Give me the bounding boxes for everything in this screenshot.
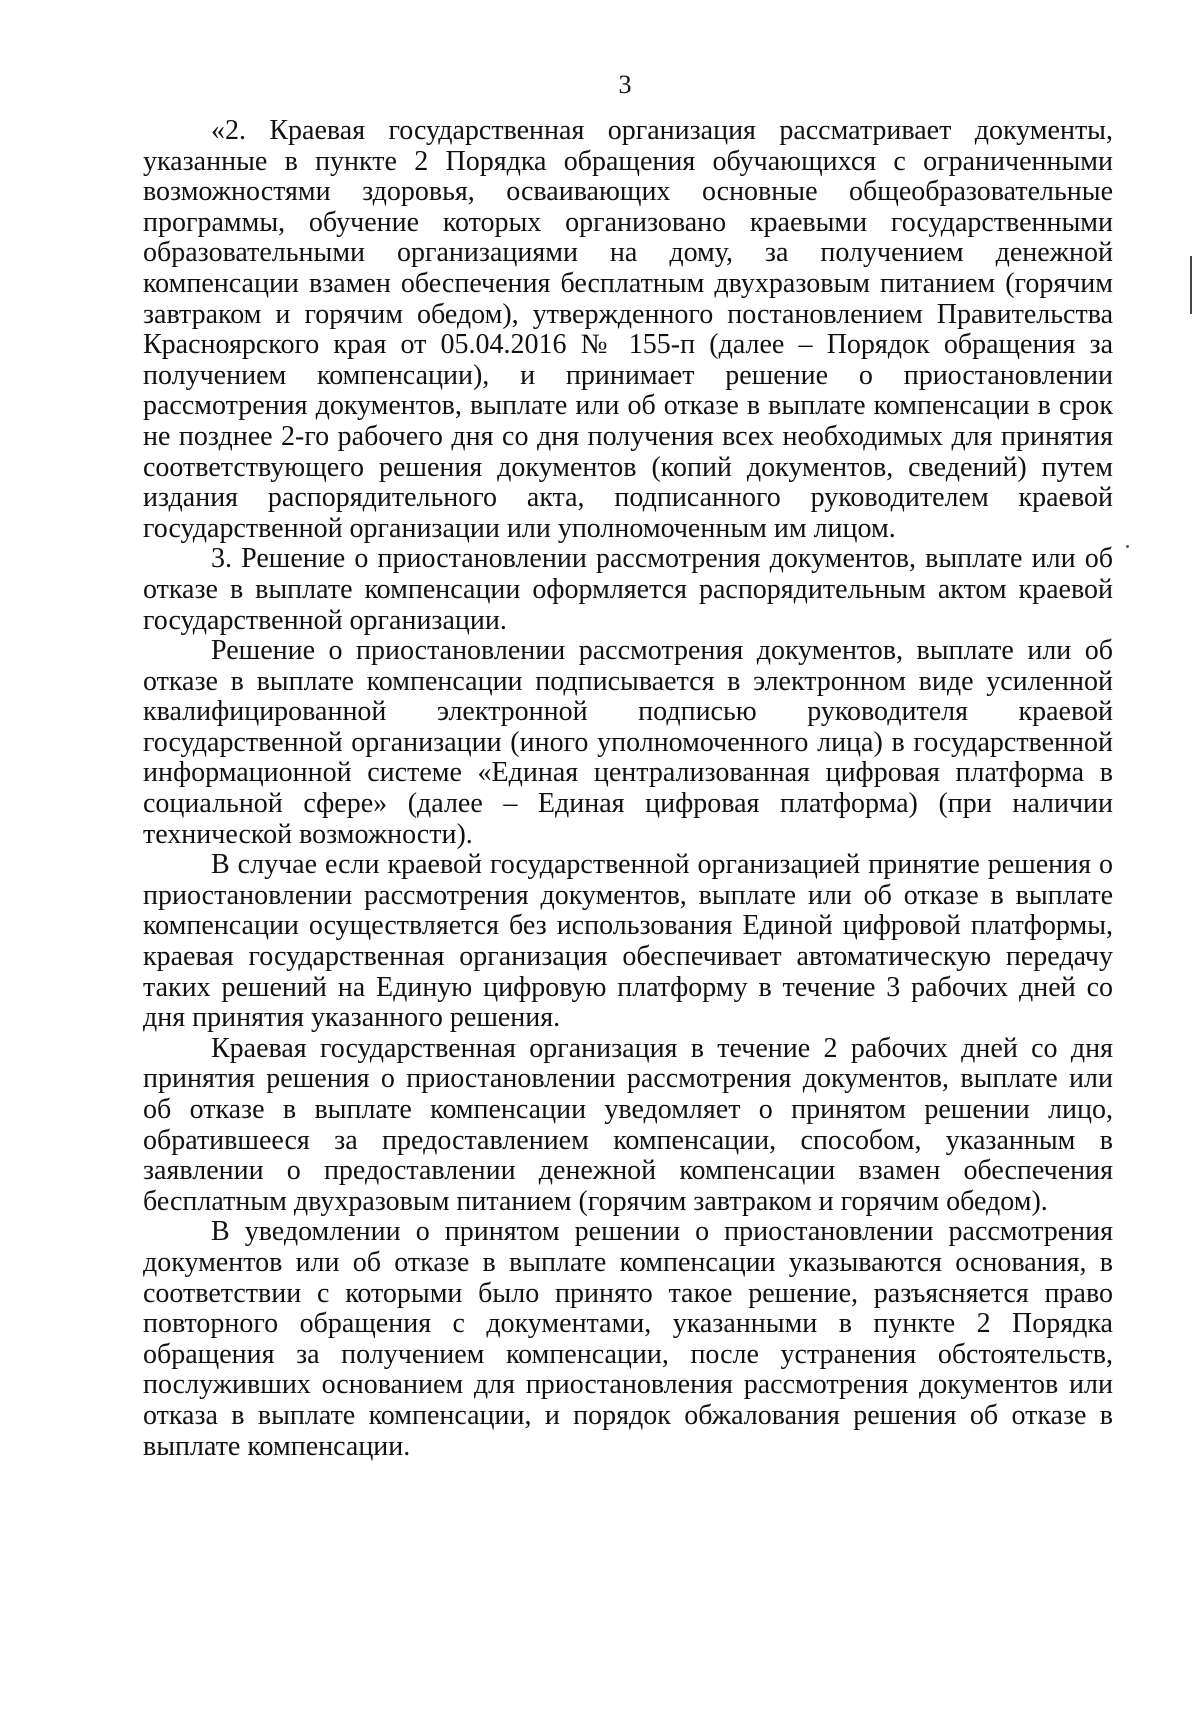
scan-speck bbox=[1126, 545, 1129, 548]
paragraph-item-2: «2. Краевая государственная организация рассматривает документы, указанные в пункте 2 Порядка обращения обучающихся с ограниченными возможностями здоровья, осваивающих основные общеобразовательные программы, обучение которых организовано краевыми государственными образовательными организациями на дому, за получением денежной компенсации взамен обеспечения бесплатным двухразовым питанием (горячим завтраком и горячим обедом), утвержденного постановлением Правительства Красноярского края от 05.04.2016 № 155-п (далее – Порядок обращения за получением компенсации), и принимает решение о приостановлении рассмотрения документов, выплате или об отказе в выплате компенсации в срок не позднее 2-го рабочего дня со дня получения всех необходимых для принятия соответствующего решения документов (копий документов, сведений) путем издания распорядительного акта, подписанного руководителем краевой государственной организации или уполномоченным им лицом. bbox=[143, 115, 1113, 544]
paragraph-notification: Краевая государственная организация в течение 2 рабочих дней со дня принятия решения о приостановлении рассмотрения документов, выплате или об отказе в выплате компенсации уведомляет о принятом решении лицо, обратившееся за предоставлением компенсации, способом, указанным в заявлении о предоставлении денежной компенсации взамен обеспечения бесплатным двухразовым питанием (горячим завтраком и горячим обедом). bbox=[143, 1032, 1113, 1217]
document-body bbox=[143, 116, 1113, 1462]
paragraph-automatic-transfer: В случае если краевой государственной организацией принятие решения о приостановлении рассмотрения документов, выплате или об отказе в выплате компенсации осуществляется без использования Единой цифровой платформы, краевая государственная организация обеспечивает автоматическую передачу таких решений на Единую цифровую платформу в течение 3 рабочих дней со дня принятия указанного решения. bbox=[143, 849, 1113, 1034]
paragraph-notification-content: В уведомлении о принятом решении о приостановлении рассмотрения документов или об отказе в выплате компенсации указываются основания, в соответствии с которыми было принято такое решение, разъясняется право повторного обращения с документами, указанными в пункте 2 Порядка обращения за получением компенсации, после устранения обстоятельств, послуживших основанием для приостановления рассмотрения документов или отказа в выплате компенсации, и порядок обжалования решения об отказе в выплате компенсации. bbox=[143, 1216, 1113, 1462]
scan-margin-mark bbox=[1190, 256, 1192, 314]
page-number: 3 bbox=[618, 70, 632, 99]
paragraph-item-3: 3. Решение о приостановлении рассмотрения документов, выплате или об отказе в выплате компенсации оформляется распорядительным актом краевой государственной организации. bbox=[143, 543, 1113, 636]
paragraph-electronic-signature: Решение о приостановлении рассмотрения документов, выплате или об отказе в выплате компенсации подписывается в электронном виде усиленной квалифицированной электронной подписью руководителя краевой государственной организации (иного уполномоченного лица) в государственной информационной системе «Единая централизованная цифровая платформа в социальной сфере» (далее – Единая цифровая платформа) (при наличии технической возможности). bbox=[143, 635, 1113, 850]
